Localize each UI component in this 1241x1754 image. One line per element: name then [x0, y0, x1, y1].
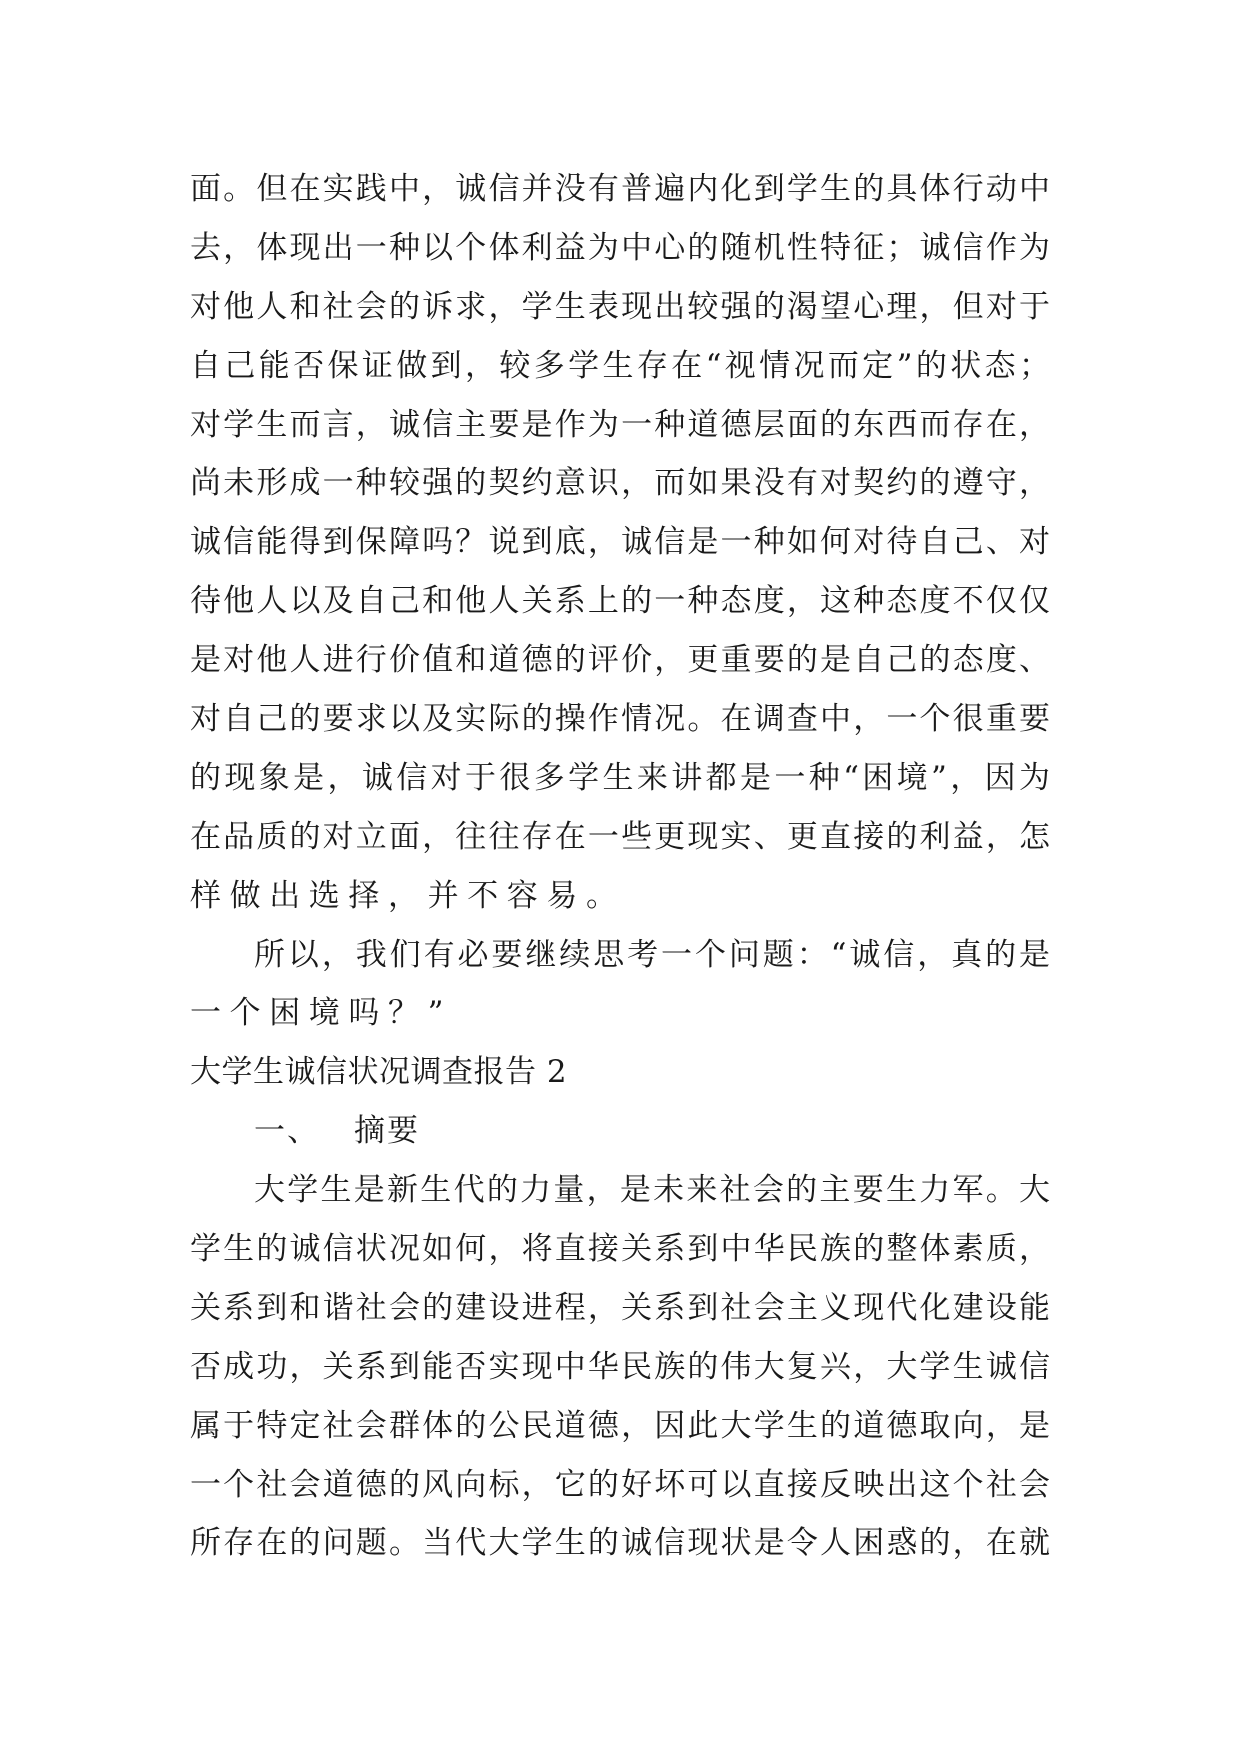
text-line: 诚信能得到保障吗？说到底，诚信是一种如何对待自己、对: [190, 524, 1050, 561]
text-line: 待他人以及自己和他人关系上的一种态度，这种态度不仅仅: [190, 583, 1050, 620]
text-line: 学生的诚信状况如何，将直接关系到中华民族的整体素质，: [190, 1231, 1050, 1268]
text-line: 面。但在实践中，诚信并没有普遍内化到学生的具体行动中: [190, 171, 1050, 207]
report-title: 大学生诚信状况调查报告 2: [190, 1054, 568, 1091]
text-line: 所存在的问题。当代大学生的诚信现状是令人困惑的，在就: [190, 1525, 1050, 1562]
section-title: 摘要: [354, 1113, 420, 1150]
text-line: 在品质的对立面，往往存在一些更现实、更直接的利益，怎: [190, 818, 1050, 855]
text-line: 的现象是，诚信对于很多学生来讲都是一种“困境”，因为: [190, 759, 1050, 796]
text-line: 对学生而言，诚信主要是作为一种道德层面的东西而存在，: [190, 406, 1050, 443]
paragraph-continued: [190, 160, 1050, 926]
document-body: [190, 160, 1050, 1573]
text-line: 尚未形成一种较强的契约意识，而如果没有对契约的遵守，: [190, 465, 1050, 502]
text-line: 一个社会道德的风向标，它的好坏可以直接反映出这个社会: [190, 1466, 1050, 1503]
text-line: 关系到和谐社会的建设进程，关系到社会主义现代化建设能: [190, 1289, 1050, 1326]
paragraph: [190, 926, 1050, 1044]
text-line: 自己能否保证做到，较多学生存在“视情况而定”的状态；: [190, 347, 1050, 384]
text-line: 样做出选择，并不容易。: [190, 877, 626, 914]
text-line: 属于特定社会群体的公民道德，因此大学生的道德取向，是: [190, 1407, 1050, 1444]
section-heading: [190, 1102, 1050, 1161]
text-line: 对自己的要求以及实际的操作情况。在调查中，一个很重要: [190, 701, 1050, 738]
text-line: 否成功，关系到能否实现中华民族的伟大复兴，大学生诚信: [190, 1348, 1050, 1385]
text-line: 一个困境吗？”: [190, 995, 453, 1032]
text-line: 所以，我们有必要继续思考一个问题：“诚信，真的是: [254, 936, 1050, 973]
section-number: 一、: [254, 1113, 320, 1150]
abstract-paragraph: [190, 1161, 1050, 1573]
text-line: 是对他人进行价值和道德的评价，更重要的是自己的态度、: [190, 642, 1050, 679]
text-line: 去，体现出一种以个体利益为中心的随机性特征；诚信作为: [190, 229, 1050, 266]
text-line: 对他人和社会的诉求，学生表现出较强的渴望心理，但对于: [190, 288, 1050, 325]
text-line: 大学生是新生代的力量，是未来社会的主要生力军。大: [254, 1172, 1050, 1209]
